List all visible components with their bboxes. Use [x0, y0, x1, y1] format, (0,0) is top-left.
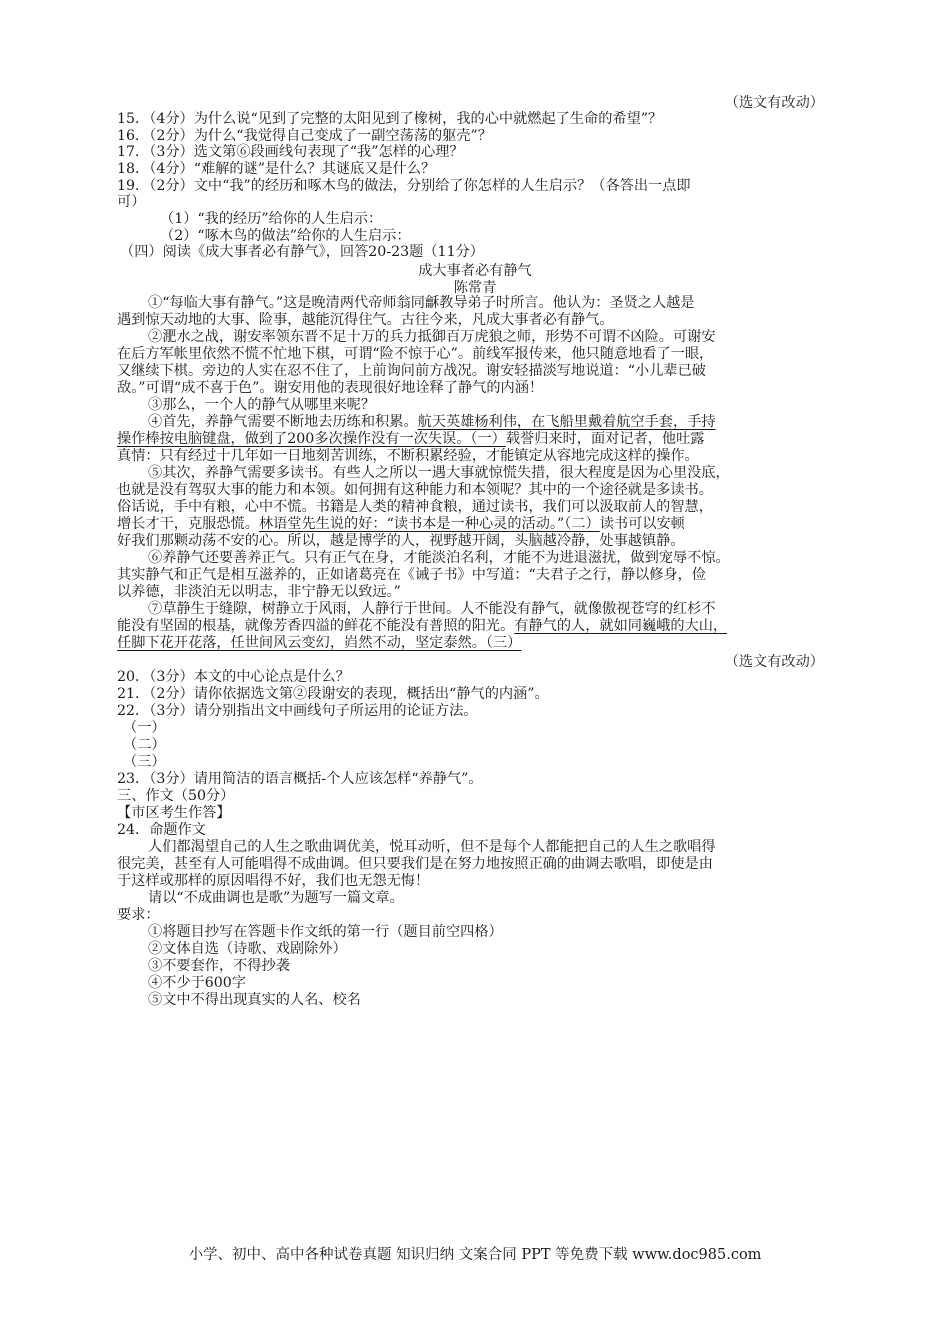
source-note: （选文有改动）: [724, 95, 824, 111]
question-22-part-3: （三）: [123, 754, 166, 770]
requirement-3: ③不要套作，不得抄袭: [148, 958, 290, 974]
paragraph-2-cont: 敌。”可谓“成不喜于色”。谢安用他的表现很好地诠释了静气的内涵！: [117, 380, 544, 396]
requirements-label: 要求：: [117, 907, 160, 923]
paragraph-4-text: ④首先，养静气需要不断地去历练和积累。: [148, 414, 418, 430]
question-18: 18．（4分）“难解的谜”是什么？其谜底又是什么？: [117, 161, 436, 177]
source-note: （选文有改动）: [724, 654, 824, 670]
underlined-sentence-3-cont: 任脚下花开花落，任世间风云变幻，岿然不动，坚定泰然。（三）: [117, 635, 522, 651]
paragraph-4-text: 载誉归来时，面对记者，他吐露: [505, 431, 705, 447]
paragraph-2-cont: 又继续下棋。旁边的人实在忍不住了，上前询问前方战况。谢安轻描淡写地说道：“小儿辈已破: [117, 363, 706, 379]
requirement-4: ④不少于600字: [148, 975, 247, 991]
question-16: 16．（2分）为什么“我觉得自己变成了一副空荡荡的躯壳”？: [117, 128, 492, 144]
paragraph-4-cont: 真情：只有经过十几年如一日地刻苦训练，不断积累经验，才能镇定从容地完成这样的操作。: [117, 448, 699, 464]
underlined-sentence-1-cont: 操作棒按电脑键盘，做到了200多次操作没有一次失误。（一）: [117, 431, 506, 447]
paragraph-5-cont: 俗话说，手中有粮，心中不慌。书籍是人类的精神食粮，通过读书，我们可以汲取前人的智慧，: [117, 499, 713, 515]
paragraph-2: ②淝水之战，谢安率领东晋不足十万的兵力抵御百万虎狼之师，形势不可谓不凶险。可谢安: [148, 329, 716, 345]
section-4-heading: （四）阅读《成大事者必有静气》，回答20-23题（11分）: [120, 244, 484, 260]
paragraph-5-cont: 好我们那颗动荡不安的心。所以，越是博学的人，视野越开阔，头脑越冷静，处事越镇静。: [117, 533, 685, 549]
requirement-2: ②文体自选（诗歌、戏剧除外）: [148, 941, 347, 957]
paragraph-3: ③那么，一个人的静气从哪里来呢？: [148, 397, 376, 413]
underlined-sentence-3: 有静气的人，就如同巍峨的大山，: [514, 618, 728, 634]
question-19-part-1: （1）“我的经历”给你的人生启示：: [160, 211, 383, 227]
question-23: 23．（3分）请用简洁的语言概括-个人应该怎样“养静气”。: [117, 771, 483, 787]
paragraph-1: ①“每临大事有静气。”这是晚清两代帝师翁同龢教导弟子时所言。他认为：圣贤之人越是: [148, 295, 695, 311]
question-19-part-2: （2）“啄木鸟的做法”给你的人生启示：: [160, 228, 411, 244]
question-19: 19．（2分）文中“我”的经历和啄木鸟的做法，分别给了你怎样的人生启示？（各答出一点即: [117, 178, 691, 194]
paragraph-7-cont: [117, 634, 521, 652]
paragraph-4-cont: [117, 430, 705, 448]
underlined-sentence-1: 航天英雄杨利伟，在飞船里戴着航空手套，手持: [417, 414, 716, 430]
question-15: 15．（4分）为什么说“见到了完整的太阳见到了橡树，我的心中就燃起了生命的希望”？: [117, 111, 663, 127]
article-title: 成大事者必有静气: [418, 263, 532, 279]
paragraph-5: ⑤其次，养静气需要多读书。有些人之所以一遇大事就惊慌失措，很大程度是因为心里没底，: [148, 465, 730, 481]
requirement-5: ⑤文中不得出现真实的人名、校名: [148, 992, 361, 1008]
paragraph-1-cont: 遇到惊天动地的大事、险事，越能沉得住气。古往今来，凡成大事者必有静气。: [117, 312, 614, 328]
paragraph-4: [148, 413, 716, 431]
question-22-part-1: （一）: [123, 720, 166, 736]
footer-text: 小学、初中、高中各种试卷真题 知识归纳 文案合同 PPT 等免费下载 www.doc985.com: [188, 1247, 762, 1263]
underlined-sentence-2: 林语堂先生说的好：“读书本是一种心灵的活动。”（二）: [258, 516, 600, 532]
essay-prompt-cont: 很完美，甚至有人可能唱得不成曲调。但只要我们是在努力地按照正确的曲调去歌唱，即使是由: [117, 856, 713, 872]
paragraph-7-cont: [117, 617, 727, 635]
question-22-part-2: （二）: [123, 737, 166, 753]
article-author: 陈常青: [453, 280, 497, 296]
paragraph-6: ⑥养静气还要善养正气。只有正气在身，才能淡泊名利，才能不为进退滋扰，做到宠辱不惊。: [148, 550, 730, 566]
paragraph-7: ⑦草静生于缝隙，树静立于风雨，人静行于世间。人不能没有静气，就像傲视苍穹的红杉不: [148, 601, 716, 617]
paragraph-6-cont: 其实静气和正气是相互滋养的，正如诸葛亮在《诫子书》中写道：“夫君子之行，静以修身，俭: [117, 567, 706, 583]
paragraph-7-text: 能没有坚固的根基，就像芳香四溢的鲜花不能没有普照的阳光。: [117, 618, 515, 634]
paragraph-5-cont: 也就是没有驾驭大事的能力和本领。如何拥有这种能力和本领呢？其中的一个途径就是多读书。: [117, 482, 713, 498]
paragraph-5-cont: [117, 515, 685, 533]
question-17: 17．（3分）选文第⑥段画线句表现了“我”怎样的心理？: [117, 144, 464, 160]
essay-prompt-cont: 于这样或那样的原因唱得不好，我们也无怨无悔！: [117, 873, 430, 889]
requirement-1: ①将题目抄写在答题卡作文纸的第一行（题目前空四格）: [148, 924, 503, 940]
paragraph-6-cont: 以养德，非淡泊无以明志，非宁静无以致远。”: [117, 584, 401, 600]
essay-prompt: 人们都渴望自己的人生之歌曲调优美，悦耳动听，但不是每个人都能把自己的人生之歌唱得: [148, 839, 716, 855]
essay-instruction: 请以“不成曲调也是歌”为题写一篇文章。: [148, 890, 404, 906]
question-21: 21．（2分）请你依据选文第②段谢安的表现，概括出“静气的内涵”。: [117, 686, 549, 702]
city-candidates-note: 【市区考生作答】: [117, 805, 231, 821]
question-22: 22．（3分）请分别指出文中画线句子所运用的论证方法。: [117, 703, 478, 719]
paragraph-2-cont: 在后方军帐里依然不慌不忙地下棋，可谓“险不惊于心”。前线军报传来，他只随意地看了一眼，: [117, 346, 714, 362]
paragraph-5-text: 读书可以安顿: [599, 516, 685, 532]
section-3-heading: 三、作文（50分）: [117, 788, 235, 804]
paragraph-5-text: 增长才干，克服恐慌。: [117, 516, 259, 532]
question-19-cont: 可）: [117, 194, 146, 210]
question-24: 24．命题作文: [117, 822, 206, 838]
question-20: 20．（3分）本文的中心论点是什么？: [117, 669, 350, 685]
